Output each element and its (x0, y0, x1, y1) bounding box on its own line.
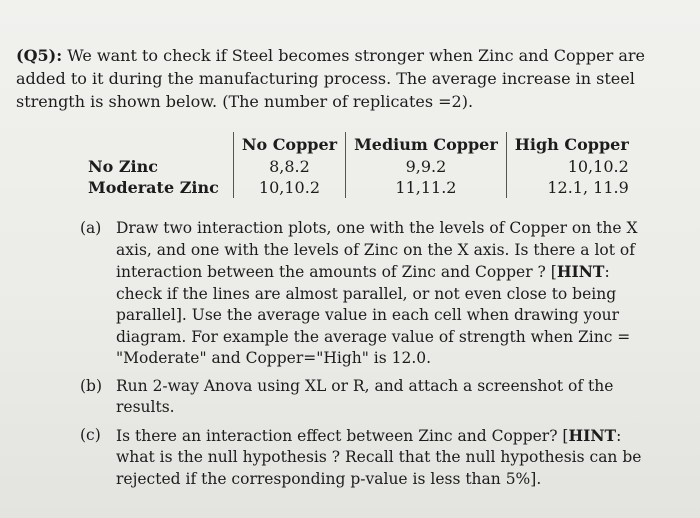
question-parts (80, 218, 655, 496)
part-text: Run 2-way Anova using XL or R, and attach a screenshot of the results. (116, 376, 614, 416)
strength-table (84, 132, 637, 198)
part-c (80, 425, 655, 491)
question-header (16, 44, 666, 113)
hint-keyword: HINT (556, 262, 605, 281)
part-text (116, 218, 655, 370)
table-header-row (84, 132, 637, 156)
part-label: (c) (80, 425, 101, 444)
table-cell: 12.1, 11.9 (506, 177, 636, 198)
table-corner (84, 132, 233, 156)
part-b (80, 376, 655, 419)
table-cell: 10,10.2 (506, 156, 636, 177)
table-cell: 8,8.2 (233, 156, 345, 177)
row-label: No Zinc (88, 157, 158, 176)
column-header: No Copper (233, 132, 345, 156)
table-cell: 10,10.2 (233, 177, 345, 198)
part-text-before-hint: Draw two interaction plots, one with the levels of Copper on the X axis, and one with the levels of Zinc on the X axis. Is there a lot of interaction between the amounts of Zinc and Copper ? [ (116, 219, 638, 281)
question-intro: We want to check if Steel becomes stronger when Zinc and Copper are added to it during the manufacturing process. The average increase in steel strength is shown below. (The number of replicates =2). (16, 46, 645, 111)
column-header: High Copper (506, 132, 636, 156)
hint-keyword: HINT (568, 425, 617, 445)
part-text-after-hint: : what is the null hypothesis ? Recall that the null hypothesis can be rejected if the corresponding p-value is less than 5%]. (116, 426, 642, 488)
question-number: (Q5): (16, 46, 63, 65)
part-text-after-hint: : check if the lines are almost parallel, or not even close to being parallel]. Use the average value in each cell when drawing your diagram. For example the average value of strength when Zinc = "Moderate" and Copper="High" is 12.0. (116, 263, 631, 367)
table-row (84, 177, 637, 198)
part-text-before-hint: Is there an interaction effect between Zinc and Copper? [ (116, 426, 569, 445)
part-label: (a) (80, 219, 102, 237)
table-row (84, 156, 637, 177)
part-label: (b) (80, 376, 103, 395)
table-cell: 9,9.2 (346, 156, 507, 177)
part-text (116, 425, 655, 491)
column-header: Medium Copper (346, 132, 507, 156)
row-label: Moderate Zinc (88, 178, 219, 197)
table-cell: 11,11.2 (346, 177, 507, 198)
part-a (80, 218, 655, 370)
